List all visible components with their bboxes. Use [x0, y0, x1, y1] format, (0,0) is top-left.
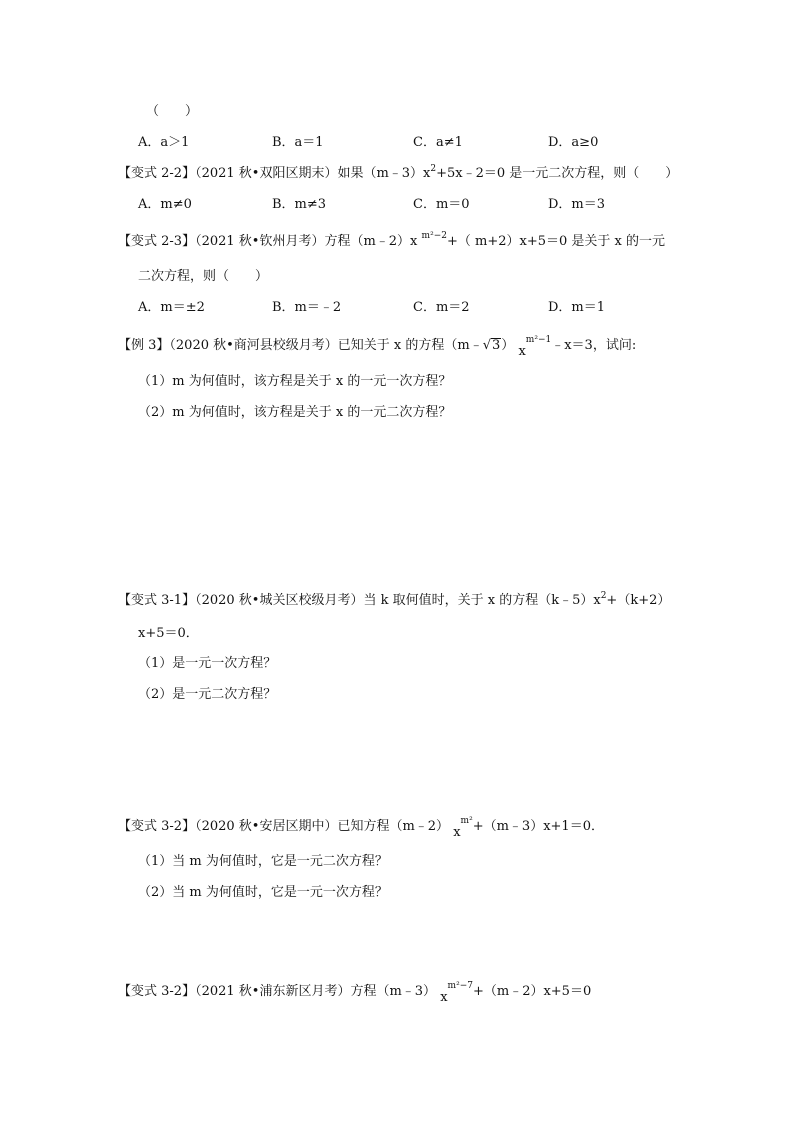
option-a: A．m≠0	[138, 197, 192, 212]
sqrt-symbol: √	[482, 338, 492, 353]
option-d: D．m＝3	[548, 197, 606, 212]
answer-paren: （ ）	[146, 104, 199, 119]
exponent: 2	[430, 164, 437, 174]
question-tag: 【变式 3-1】	[118, 593, 196, 608]
option-c: C．a≠1	[413, 135, 463, 150]
base-variable: x	[453, 825, 461, 840]
question-2-2	[118, 165, 678, 183]
exponent: m²	[460, 816, 473, 826]
sub-question-2: （2）m 为何值时，该方程是关于 x 的一元二次方程？	[138, 405, 452, 420]
sub-question-2: （2）是一元二次方程？	[138, 687, 277, 702]
option-d: D．m＝1	[548, 300, 606, 315]
question-3-2-a	[118, 816, 604, 840]
option-b: B．a＝1	[272, 135, 324, 150]
question-3-2-b	[118, 981, 592, 1005]
question-text: +（k+2）	[606, 593, 671, 608]
question-text: ﹣x＝3，试问:	[551, 338, 637, 353]
question-text: +（m﹣3）x+1＝0．	[472, 819, 604, 834]
question-2-3-line2: 二次方程，则（ ）	[138, 269, 269, 284]
question-tag: 【例 3】	[118, 338, 170, 353]
question-text: ）	[501, 338, 515, 353]
option-c: C．m＝0	[413, 197, 470, 212]
question-text: （2020 秋•城关区校级月考）当 k 取何值时，关于 x 的方程（k﹣5）x	[195, 593, 601, 608]
sqrt-radicand: 3	[492, 338, 501, 353]
question-text: +（ m+2）x+5＝0 是关于 x 的一元	[446, 234, 665, 249]
base-variable: x	[440, 990, 448, 1005]
question-text: （2021 秋•钦州月考）方程（m﹣2）x	[195, 234, 418, 249]
question-tag: 【变式 3-2】	[118, 819, 196, 834]
question-3-1	[118, 592, 670, 610]
sub-question-1: （1）m 为何值时，该方程是关于 x 的一元一次方程？	[138, 374, 452, 389]
question-text: （2020 秋•安居区期中）已知方程（m﹣2）	[195, 819, 450, 834]
question-text: （2020 秋•商河县校级月考）已知关于 x 的方程（m﹣	[169, 338, 483, 353]
question-3-1-line2: x+5＝0．	[138, 626, 199, 641]
sub-question-1: （1）是一元一次方程？	[138, 656, 277, 671]
exponent: 2	[600, 591, 607, 601]
option-a: A．a＞1	[138, 135, 190, 150]
sub-question-1: （1）当 m 为何值时，它是一元二次方程？	[138, 854, 388, 869]
sub-question-2: （2）当 m 为何值时，它是一元一次方程？	[138, 885, 388, 900]
exponent: m²−7	[447, 981, 473, 991]
exponent: m²−2	[421, 231, 447, 241]
option-a: A．m＝±2	[138, 300, 205, 315]
option-b: B．m＝﹣2	[272, 300, 342, 315]
question-text: （2021 秋•双阳区期末）如果（m﹣3）x	[195, 166, 431, 181]
option-d: D．a≥0	[548, 135, 599, 150]
question-2-3	[118, 233, 665, 252]
option-b: B．m≠3	[272, 197, 327, 212]
example-3	[118, 335, 637, 359]
question-text: （2021 秋•浦东新区月考）方程（m﹣3）	[195, 984, 437, 999]
question-tag: 【变式 2-2】	[118, 166, 196, 181]
question-text: +5x﹣2＝0 是一元二次方程，则（ ）	[436, 166, 679, 181]
question-text: +（m﹣2）x+5＝0	[472, 984, 592, 999]
option-c: C．m＝2	[413, 300, 470, 315]
exponent: m²−1	[525, 335, 552, 345]
question-tag: 【变式 2-3】	[118, 234, 196, 249]
question-tag: 【变式 3-2】	[118, 984, 196, 999]
base-variable: x	[518, 344, 526, 359]
